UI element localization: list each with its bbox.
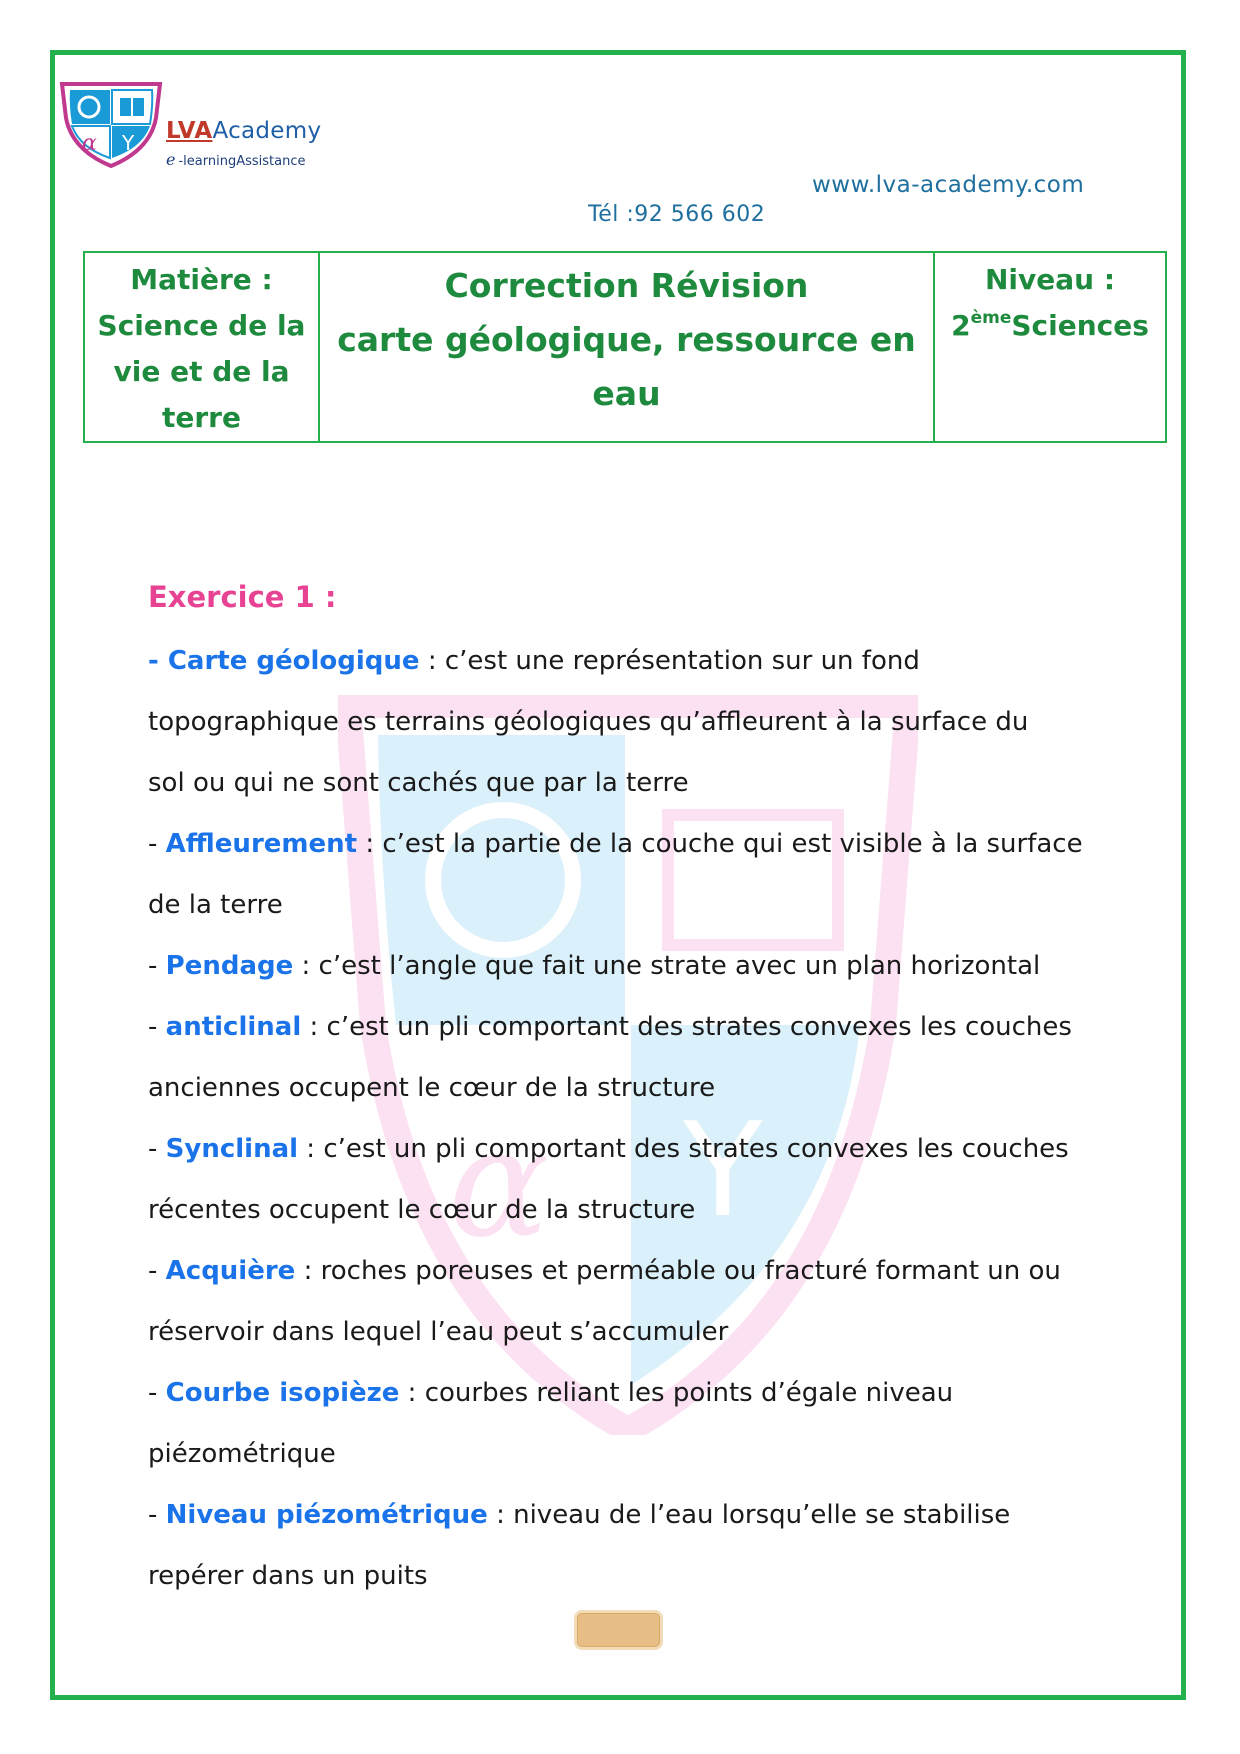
definition-bullet: - <box>148 951 166 981</box>
subject-line: vie et de la <box>113 355 290 388</box>
definition-line <box>148 890 283 920</box>
definition-term: Courbe isopièze <box>165 1378 400 1408</box>
subject-cell <box>84 252 319 442</box>
definition-line <box>148 707 1028 737</box>
definition-bullet: - <box>148 1012 166 1042</box>
subject-line: terre <box>162 401 241 434</box>
definition-text: : courbes reliant les points d’égale niveau <box>399 1378 954 1408</box>
definition-term: Affleurement <box>165 829 358 859</box>
definition-term: Niveau piézométrique <box>165 1500 488 1530</box>
definition-text: topographique es terrains géologiques qu’affleurent à la surface du <box>148 707 1029 737</box>
subject-line: Science de la <box>97 309 306 342</box>
svg-text:α: α <box>82 131 97 156</box>
definition-text: : niveau de l’eau lorsqu’elle se stabilise <box>487 1500 1011 1530</box>
definition-term: Synclinal <box>165 1134 299 1164</box>
definition-line <box>148 1439 336 1469</box>
brand-tag-e: e <box>166 150 176 169</box>
definition-text: : c’est une représentation sur un fond <box>419 646 920 676</box>
brand-name-lva: LVA <box>166 118 213 144</box>
definition-term: anticlinal <box>165 1012 302 1042</box>
title-line: carte géologique, ressource en <box>337 320 916 359</box>
level-cell <box>934 252 1166 442</box>
brand-block <box>166 118 322 169</box>
level-superscript: ème <box>970 308 1012 328</box>
definition-text: sol ou qui ne sont cachés que par la terre <box>148 768 689 798</box>
header-table <box>83 251 1167 443</box>
definition-text: : c’est la partie de la couche qui est visible à la surface <box>357 829 1083 859</box>
definition-text: : c’est l’angle que fait une strate avec un plan horizontal <box>293 951 1041 981</box>
brand-tag-text: -learningAssistance <box>178 154 306 169</box>
definition-text: : c’est un pli comportant des strates convexes les couches <box>298 1134 1069 1164</box>
definition-text: : roches poreuses et perméable ou fracturé formant un ou <box>295 1256 1061 1286</box>
definition-text: réservoir dans lequel l’eau peut s’accumuler <box>148 1317 729 1347</box>
definition-text: piézométrique <box>148 1439 336 1469</box>
brand-name <box>166 118 321 144</box>
definition-line <box>148 1256 1061 1286</box>
exercise-title: Exercice 1 : <box>148 580 337 614</box>
title-line: Correction Révision <box>444 266 809 305</box>
phone-number: Tél :92 566 602 <box>588 202 766 227</box>
definition-term: Pendage <box>165 951 294 981</box>
level-text: Sciences <box>1011 309 1149 342</box>
definition-line <box>148 1134 1069 1164</box>
definition-line <box>148 951 1040 981</box>
lva-shield-logo-icon <box>58 78 164 168</box>
title-line: eau <box>592 374 661 413</box>
level-label: Niveau : <box>984 263 1116 296</box>
definition-text: de la terre <box>148 890 283 920</box>
brand-name-academy: Academy <box>212 118 322 144</box>
definition-line <box>148 646 920 676</box>
level-number: 2 <box>951 309 971 342</box>
svg-text:Y: Y <box>683 1094 763 1246</box>
brand-tagline <box>166 150 305 169</box>
definition-bullet: - <box>148 1134 166 1164</box>
definition-text: : c’est un pli comportant des strates convexes les couches <box>301 1012 1072 1042</box>
svg-text:α: α <box>448 1097 550 1271</box>
page-tab <box>574 1610 663 1650</box>
definition-text: récentes occupent le cœur de la structure <box>148 1195 696 1225</box>
definition-line <box>148 1195 695 1225</box>
definition-line <box>148 1500 1010 1530</box>
definition-line <box>148 829 1083 859</box>
definition-term: Acquière <box>165 1256 296 1286</box>
website-link[interactable]: www.lva-academy.com <box>812 172 1085 198</box>
definition-bullet: - <box>148 1378 166 1408</box>
svg-text:Y: Y <box>122 131 135 155</box>
subject-label: Matière : <box>130 263 273 296</box>
definition-text: anciennes occupent le cœur de la structure <box>148 1073 716 1103</box>
definition-line <box>148 1073 715 1103</box>
definition-line <box>148 1378 953 1408</box>
definition-bullet: - <box>148 1500 166 1530</box>
level-value <box>935 303 1165 349</box>
definition-text: repérer dans un puits <box>148 1561 428 1591</box>
definition-bullet: - <box>148 1256 166 1286</box>
title-cell <box>319 252 934 442</box>
definition-line <box>148 1317 728 1347</box>
definition-line <box>148 1012 1072 1042</box>
definition-bullet: - <box>148 829 166 859</box>
definition-line <box>148 1561 428 1591</box>
definition-line <box>148 768 689 798</box>
definition-term: - Carte géologique <box>148 646 420 676</box>
